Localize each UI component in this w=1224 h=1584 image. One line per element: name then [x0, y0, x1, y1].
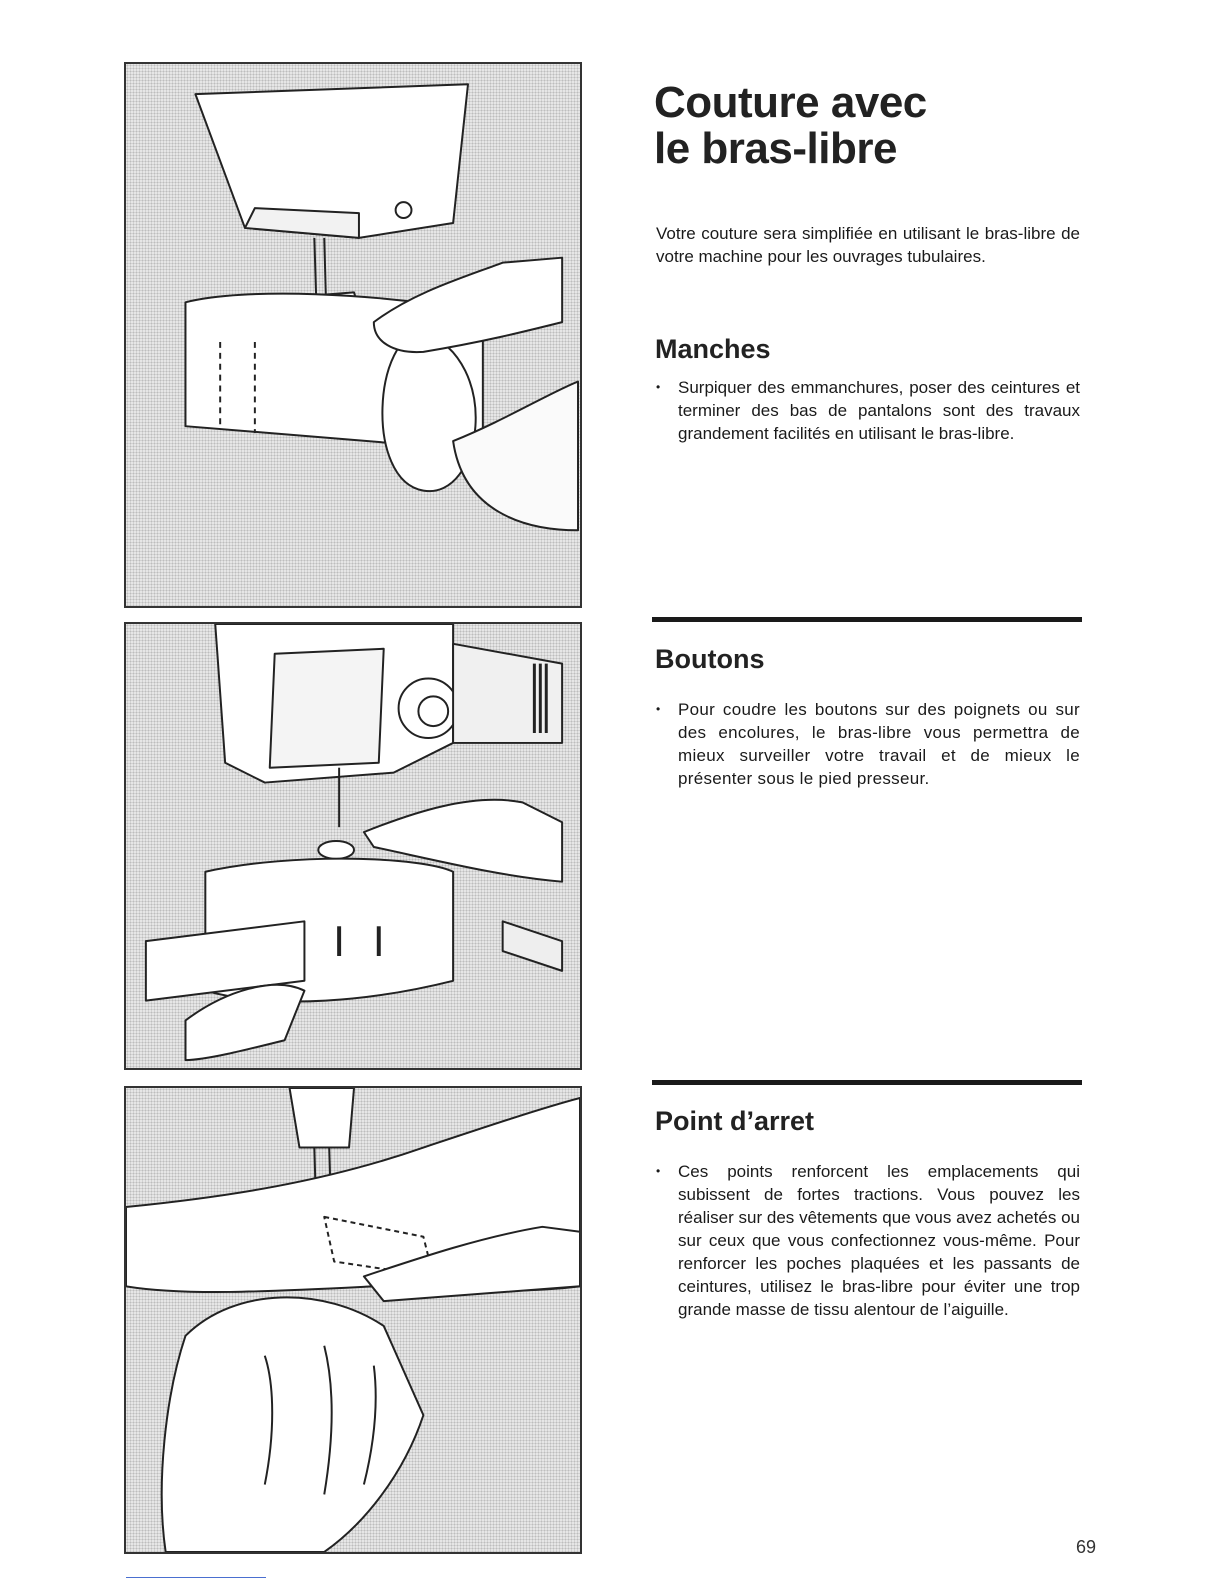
- bullet-text: Surpiquer des emmanchures, poser des ceintures et terminer des bas de pantalons sont des travaux grandement facilités en utilisant le bras-libre.: [678, 378, 1080, 443]
- bullet-icon: •: [656, 702, 661, 716]
- page-title-line-2: le bras-libre: [654, 124, 897, 173]
- section-text-manches: [656, 376, 1080, 445]
- section-divider: [652, 1080, 1082, 1085]
- section-text-point-darret: [656, 1160, 1080, 1321]
- footer-line: [126, 1577, 266, 1578]
- bullet-icon: •: [656, 380, 661, 394]
- page-title: [654, 80, 1074, 172]
- page-number: 69: [1076, 1537, 1097, 1557]
- bartack-sewing-drawing: [126, 1088, 580, 1552]
- intro-paragraph: Votre couture sera simplifiée en utilisant le bras-libre de votre machine pour les ouvrages tubulaires.: [656, 224, 1080, 266]
- page-title-line-1: Couture avec: [654, 78, 927, 127]
- bullet-text: Pour coudre les boutons sur des poignets ou sur des encolures, le bras-libre vous permettra de mieux surveiller votre travail et de mieux le présenter sous le pied presseur.: [678, 700, 1080, 788]
- button-sewing-illustration: [124, 622, 582, 1070]
- section-heading-manches: Manches: [655, 334, 771, 364]
- sleeve-sewing-illustration: [124, 62, 582, 608]
- section-text-boutons: [656, 698, 1080, 790]
- bartack-sewing-illustration: [124, 1086, 582, 1554]
- section-heading-boutons: Boutons: [655, 644, 765, 674]
- section-divider: [652, 617, 1082, 622]
- bullet-icon: •: [656, 1164, 661, 1178]
- button-sewing-drawing: [126, 624, 580, 1068]
- section-heading-point-darret: Point d’arret: [655, 1106, 815, 1136]
- sleeve-sewing-drawing: [126, 64, 580, 606]
- bullet-text: Ces points renforcent les emplacements qui subissent de fortes tractions. Vous pouvez les réaliser sur des vêtements que vous avez achetés ou sur ceux que vous confectionnez vous-même. Pour renforcer les poches plaquées et les passants de ceintures, utilisez le bras-libre pour éviter une trop grande masse de tissu alentour de l’aiguille.: [678, 1162, 1080, 1319]
